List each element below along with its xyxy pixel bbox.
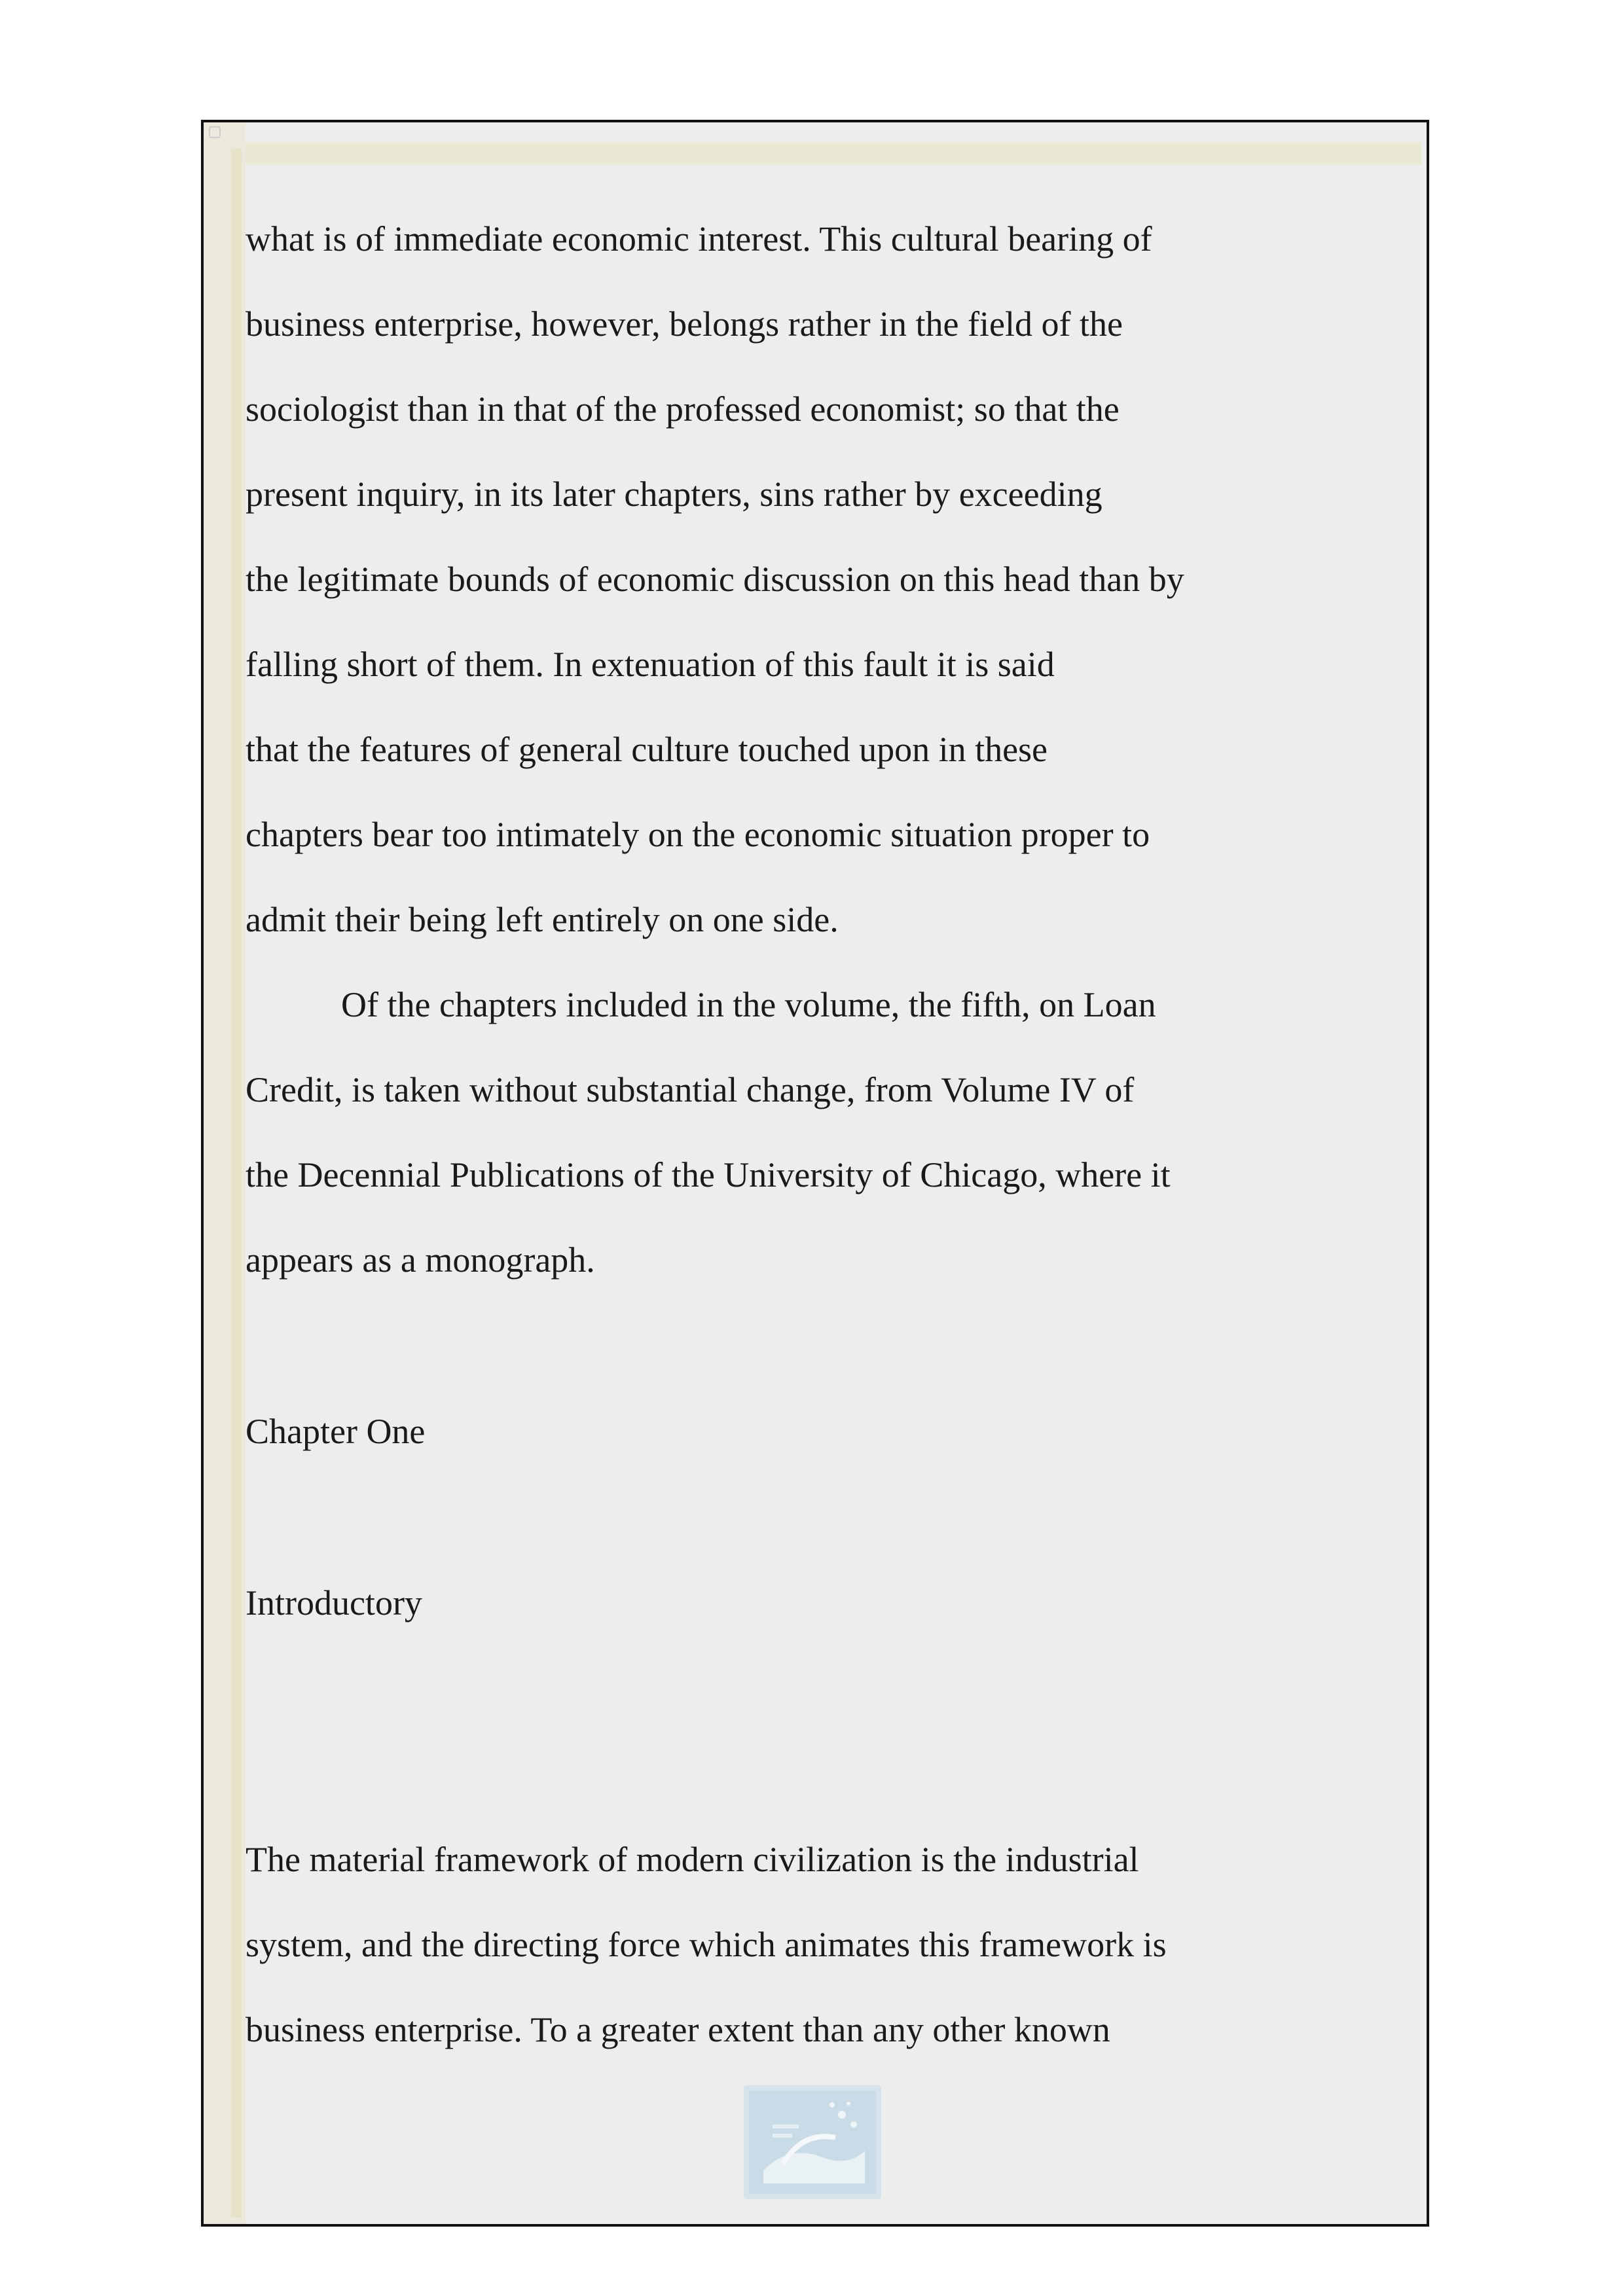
text-line: present inquiry, in its later chapters, sins rather by exceeding [246, 475, 1103, 514]
body-line: system, and the directing force which animates this framework is [246, 1925, 1167, 1964]
body-line: The material framework of modern civilization is the industrial [246, 1840, 1139, 1879]
text-line: appears as a monograph. [246, 1240, 595, 1280]
chapter-heading: Chapter One [246, 1412, 426, 1451]
left-margin-strip-inner [231, 149, 242, 2217]
text-line-indented: Of the chapters included in the volume, the fifth, on Loan [341, 985, 1156, 1024]
text-line: the Decennial Publications of the University of Chicago, where it [246, 1155, 1171, 1194]
publisher-logo-icon [744, 2085, 881, 2199]
text-line: falling short of them. In extenuation of this fault it is said [246, 645, 1055, 684]
top-margin-strip [246, 142, 1421, 164]
left-margin-strip [204, 122, 246, 2224]
text-line: admit their being left entirely on one side. [246, 900, 839, 939]
text-line: chapters bear too intimately on the economic situation proper to [246, 815, 1150, 854]
text-line: the legitimate bounds of economic discussion on this head than by [246, 560, 1184, 599]
corner-mark-icon [209, 126, 221, 138]
body-line: business enterprise. To a greater extent than any other known [246, 2010, 1110, 2049]
text-line: Credit, is taken without substantial change, from Volume IV of [246, 1070, 1135, 1109]
text-line: sociologist than in that of the professed economist; so that the [246, 389, 1120, 429]
text-line: that the features of general culture touched upon in these [246, 730, 1048, 769]
text-line: what is of immediate economic interest. This cultural bearing of [246, 219, 1152, 259]
section-heading: Introductory [246, 1583, 422, 1623]
text-line: business enterprise, however, belongs rather in the field of the [246, 304, 1123, 344]
